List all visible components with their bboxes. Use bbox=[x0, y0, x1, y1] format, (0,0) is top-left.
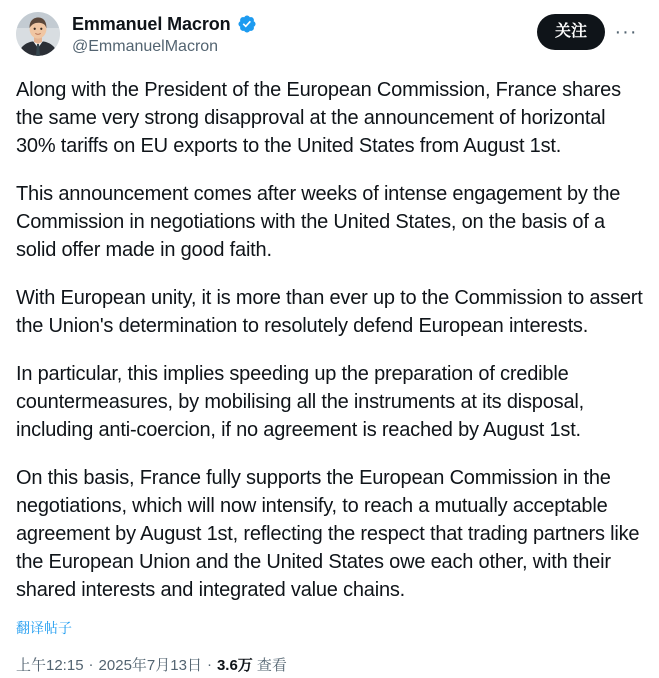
tweet-time: 上午12:15 bbox=[16, 657, 84, 674]
author-identity bbox=[72, 12, 537, 58]
author-handle[interactable]: @EmmanuelMacron bbox=[72, 38, 219, 55]
meta-separator: · bbox=[206, 656, 212, 673]
header-actions bbox=[537, 12, 643, 50]
avatar[interactable] bbox=[16, 12, 60, 56]
meta-separator: · bbox=[88, 656, 94, 673]
author-display-name[interactable]: Emmanuel Macron bbox=[72, 14, 231, 34]
tweet-paragraph: Along with the President of the European Commission, France shares the same very strong disapproval at the announcement of horizontal 30% tariffs on EU exports to the United States from August 1st. bbox=[16, 79, 621, 157]
follow-button[interactable]: 关注 bbox=[537, 14, 605, 50]
tweet-paragraph: This announcement comes after weeks of intense engagement by the Commission in negotiations with the United States, on the basis of a solid offer made in good faith. bbox=[16, 183, 621, 261]
views-label[interactable]: 查看 bbox=[256, 657, 287, 674]
tweet-date: 2025年7月13日 bbox=[98, 657, 202, 674]
views-count: 3.6万 bbox=[216, 657, 253, 674]
more-options-icon[interactable]: ··· bbox=[609, 15, 643, 49]
tweet-paragraph: On this basis, France fully supports the European Commission in the negotiations, which will now intensify, to reach a mutually acceptable agreement by August 1st, reflecting the respect that trading partners like the European Union and the United States owe each other, with their shared interests and integrated value chains. bbox=[16, 467, 640, 601]
tweet-paragraph: In particular, this implies speeding up the preparation of credible countermeasures, by mobilising all the instruments at its disposal, including anti-coercion, if no agreement is reached by August 1st. bbox=[16, 363, 584, 441]
tweet-metadata bbox=[16, 654, 643, 675]
verified-badge-icon bbox=[237, 14, 257, 34]
tweet-text bbox=[16, 76, 643, 604]
author-name-row bbox=[72, 13, 537, 35]
tweet-paragraph: With European unity, it is more than ever up to the Commission to assert the Union's determination to resolutely defend European interests. bbox=[16, 287, 643, 337]
translate-post-link[interactable]: 翻译帖子 bbox=[16, 620, 72, 636]
tweet-header bbox=[16, 12, 643, 64]
